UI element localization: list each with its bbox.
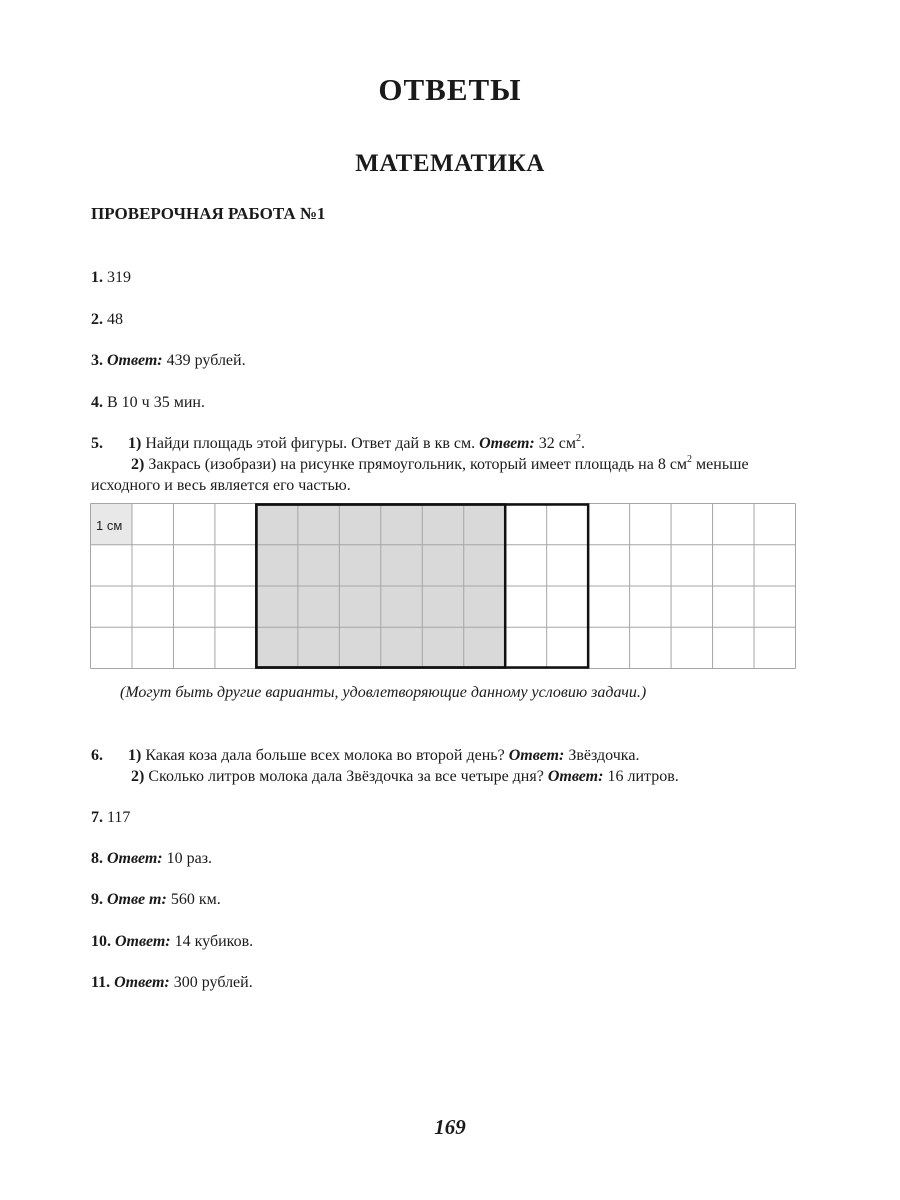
answer-number: 5. xyxy=(91,435,103,452)
answer-4 xyxy=(91,393,205,413)
answer-6-part-1-text xyxy=(128,746,639,766)
grid-svg xyxy=(90,503,796,669)
question-text: Закрась (изобрази) на рисунке прямоугольник, который имеет площадь на 8 см xyxy=(144,456,688,473)
page-title: ОТВЕТЫ xyxy=(378,72,522,107)
question-text: Найди площадь этой фигуры. Ответ дай в кв см. xyxy=(141,435,480,452)
page-number: 169 xyxy=(434,1115,466,1139)
answer-text: 560 км. xyxy=(166,891,221,908)
answer-number: 3. xyxy=(91,352,103,369)
answer-5-part-2-line-2 xyxy=(91,476,351,496)
answer-9 xyxy=(91,890,221,910)
answer-1 xyxy=(91,268,131,288)
answer-end: . xyxy=(580,435,585,452)
superscript: 2 xyxy=(575,432,581,444)
answer-number: 9. xyxy=(91,891,103,908)
answer-7 xyxy=(91,808,130,828)
answer-number: 6. xyxy=(91,747,103,764)
answer-label: Отве т: xyxy=(107,891,167,908)
answer-text: 48 xyxy=(103,311,123,328)
question-text: исходного и весь является его частью. xyxy=(91,477,351,494)
answer-11 xyxy=(91,973,253,993)
answer-number: 11. xyxy=(91,974,111,991)
answer-text: 439 рублей. xyxy=(162,352,246,369)
answer-6-part-2 xyxy=(131,767,679,787)
answer-label: Ответ: xyxy=(547,768,604,785)
answer-number: 8. xyxy=(91,850,103,867)
answer-5-part-2 xyxy=(131,455,749,475)
part-number: 2) xyxy=(131,768,145,785)
question-text: Сколько литров молока дала Звёздочка за все четыре дня? xyxy=(144,768,548,785)
answer-label: Ответ: xyxy=(107,850,163,867)
answer-5-part-1 xyxy=(91,434,103,454)
answer-2 xyxy=(91,310,123,330)
answer-number: 2. xyxy=(91,311,103,328)
part-number: 2) xyxy=(131,456,145,473)
answer-3 xyxy=(91,351,246,371)
part-number: 1) xyxy=(128,435,142,452)
answer-6-part-1 xyxy=(91,746,103,766)
answer-number: 4. xyxy=(91,394,103,411)
variants-note: (Могут быть другие варианты, удовлетворяющие данному условию задачи.) xyxy=(120,684,647,701)
answer-text: 319 xyxy=(103,269,131,286)
answer-label: Ответ: xyxy=(508,747,565,764)
answer-label: Ответ: xyxy=(107,352,163,369)
answer-text: 14 кубиков. xyxy=(170,933,254,950)
answer-text: Звёздочка. xyxy=(564,747,640,764)
question-text: меньше xyxy=(692,456,749,473)
answer-number: 7. xyxy=(91,809,103,826)
answer-text: 10 раз. xyxy=(162,850,213,867)
answer-number: 10. xyxy=(91,933,111,950)
work-title: ПРОВЕРОЧНАЯ РАБОТА №1 xyxy=(91,204,326,223)
answer-label: Ответ: xyxy=(115,933,171,950)
answer-text: 300 рублей. xyxy=(169,974,253,991)
unit-label: 1 см xyxy=(96,518,123,533)
answer-label: Ответ: xyxy=(479,435,535,452)
answer-text: 16 литров. xyxy=(603,768,679,785)
answer-label: Ответ: xyxy=(114,974,170,991)
superscript: 2 xyxy=(687,453,693,465)
question-text: Какая коза дала больше всех молока во второй день? xyxy=(141,747,509,764)
subject-title: МАТЕМАТИКА xyxy=(355,150,545,177)
part-number: 1) xyxy=(128,747,142,764)
answer-text: 32 см xyxy=(534,435,576,452)
answer-number: 1. xyxy=(91,269,103,286)
answer-5-part-1-text xyxy=(128,434,585,454)
grid-figure xyxy=(90,503,796,669)
answer-text: 117 xyxy=(103,809,131,826)
answer-8 xyxy=(91,849,212,869)
answer-text: В 10 ч 35 мин. xyxy=(103,394,205,411)
answer-10 xyxy=(91,932,253,952)
